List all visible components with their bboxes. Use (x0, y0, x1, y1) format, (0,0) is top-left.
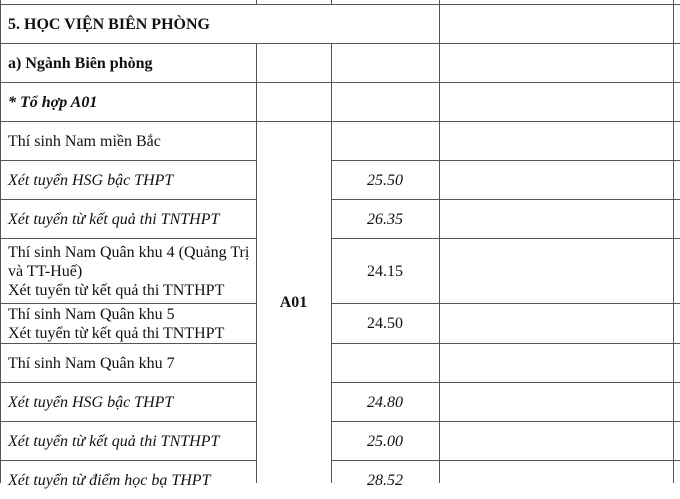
score-cell: 24.80 (367, 393, 403, 411)
table-row-label: Xét tuyển từ điểm học bạ THPT (8, 471, 211, 489)
table-row-label (0, 304, 256, 343)
row-label-line: Xét tuyển từ kết quả thi TNTHPT (8, 281, 225, 299)
grid-line (439, 0, 440, 483)
grid-line (256, 0, 257, 4)
table-row-label: Xét tuyển HSG bậc THPT (8, 393, 174, 411)
block-code-cell: A01 (279, 294, 308, 311)
row-label-line: Thí sinh Nam Quân khu 4 (Quảng Trị (8, 243, 250, 261)
grid-line (331, 343, 680, 344)
score-cell: 26.35 (367, 210, 403, 228)
table-row-label: Thí sinh Nam miền Bắc (8, 132, 161, 150)
row-label-line: và TT-Huế) (8, 262, 83, 280)
major-title: a) Ngành Biên phòng (8, 54, 153, 72)
score-cell: 25.50 (367, 171, 403, 189)
table-row-label: Xét tuyển từ kết quả thi TNTHPT (8, 432, 220, 450)
score-cell: 24.15 (367, 262, 403, 280)
table-row-label: Xét tuyển HSG bậc THPT (8, 171, 174, 189)
score-cell: 25.00 (367, 432, 403, 450)
score-cell: 28.52 (367, 471, 403, 489)
score-cell: 24.50 (367, 315, 403, 332)
row-label-line: Thí sinh Nam Quân khu 5 (8, 305, 175, 323)
table-row-label (0, 239, 256, 303)
combo-title: * Tổ hợp A01 (8, 93, 98, 111)
grid-line (331, 0, 332, 4)
section-title: 5. HỌC VIỆN BIÊN PHÒNG (8, 15, 210, 33)
table-row-label: Thí sinh Nam Quân khu 7 (8, 354, 175, 372)
table-row-label: Xét tuyển từ kết quả thi TNTHPT (8, 210, 220, 228)
row-label-line: Xét tuyển từ kết quả thi TNTHPT (8, 324, 225, 342)
grid-line (673, 0, 674, 483)
